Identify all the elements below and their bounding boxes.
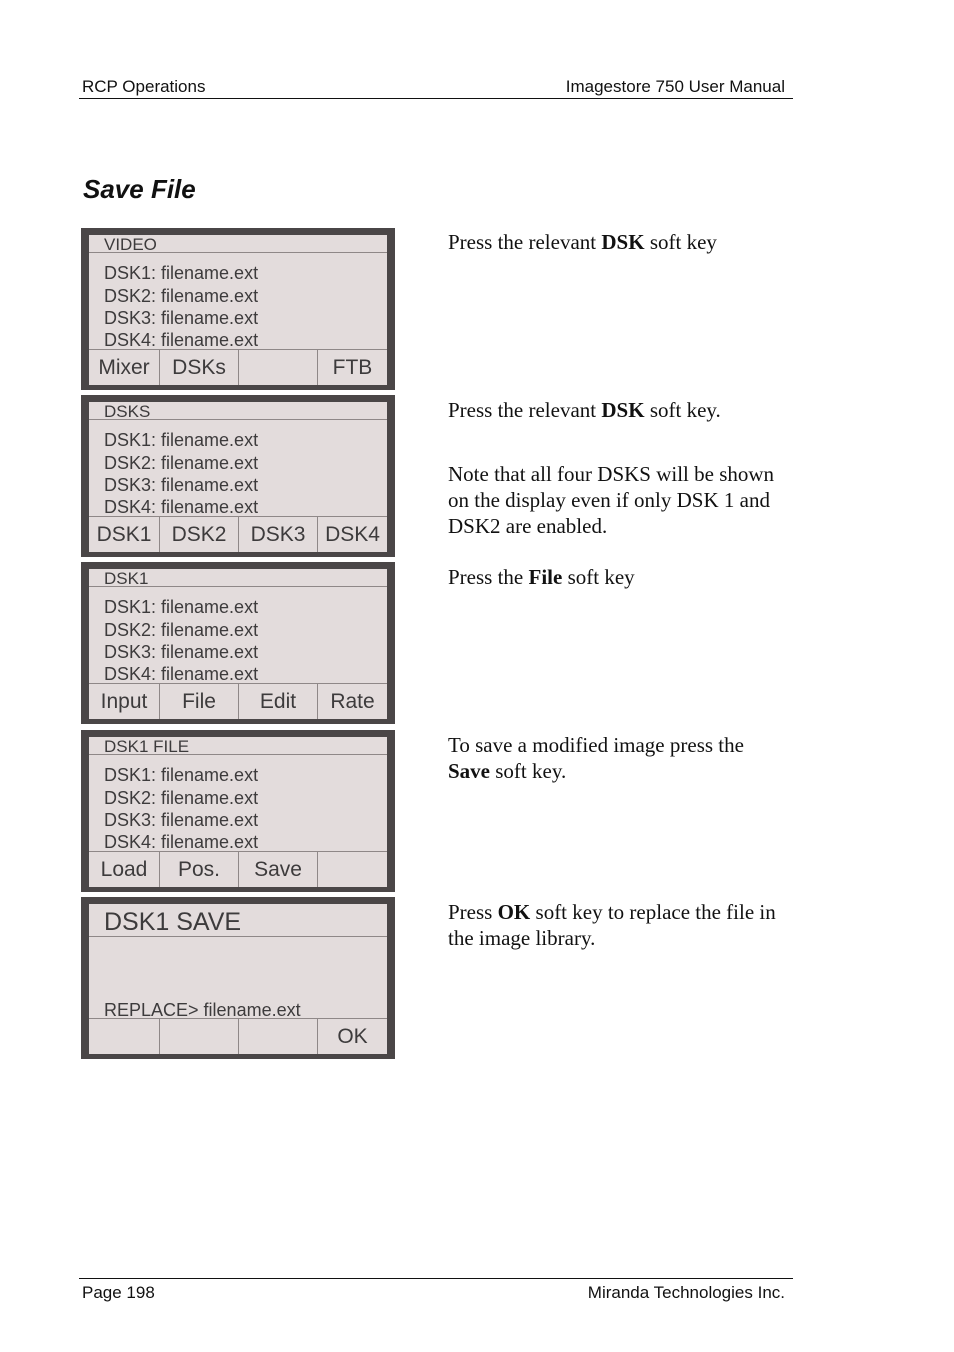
lcd-line: DSK1: filename.ext xyxy=(104,765,259,785)
lcd-line: DSK4: filename.ext xyxy=(104,664,259,684)
lcd-screen xyxy=(89,235,387,385)
lcd-title: DSKS xyxy=(89,402,387,420)
soft-key-rate[interactable]: Rate xyxy=(330,689,375,713)
page-number: Page 198 xyxy=(82,1283,155,1302)
lcd-display-dsk1-file-menu xyxy=(81,730,395,892)
lcd-title: DSK1 FILE xyxy=(89,737,387,755)
lcd-title: DSK1 SAVE xyxy=(89,904,387,937)
soft-key-dsk3[interactable]: DSK3 xyxy=(239,517,318,552)
section-title: Save File xyxy=(83,174,196,204)
step-instruction: Press the File soft key xyxy=(448,565,635,589)
soft-key-input[interactable]: Input xyxy=(89,684,160,719)
lcd-line: DSK4: filename.ext xyxy=(104,497,259,517)
soft-key-load[interactable]: Load xyxy=(89,852,160,887)
step-keyword: OK xyxy=(497,900,531,924)
step-instruction: Press the relevant DSK soft key xyxy=(448,230,717,254)
lcd-title: VIDEO xyxy=(89,235,387,253)
lcd-screen xyxy=(89,402,387,552)
soft-key-row xyxy=(89,1018,387,1054)
lcd-title: DSK1 xyxy=(89,569,387,587)
lcd-line: DSK3: filename.ext xyxy=(104,475,259,495)
lcd-display-dsks-menu xyxy=(81,395,395,557)
header-section-name: RCP Operations xyxy=(82,77,206,96)
footer-company: Miranda Technologies Inc. xyxy=(587,1283,785,1302)
lcd-line: DSK2: filename.ext xyxy=(104,788,259,808)
lcd-replace-line: REPLACE> filename.ext xyxy=(104,1000,301,1020)
lcd-display-video-menu xyxy=(81,228,395,390)
soft-key-row xyxy=(89,516,387,552)
lcd-line: DSK1: filename.ext xyxy=(104,597,259,617)
soft-key-blank[interactable] xyxy=(239,350,318,385)
header-document-title: Imagestore 750 User Manual xyxy=(565,77,785,96)
lcd-line: DSK2: filename.ext xyxy=(104,453,259,473)
step-instruction: Press OK soft key to replace the file in the image library. xyxy=(448,900,776,950)
lcd-line: DSK3: filename.ext xyxy=(104,308,259,328)
lcd-display-dsk1-menu xyxy=(81,562,395,724)
lcd-screen xyxy=(89,904,387,1054)
step-keyword: File xyxy=(528,565,563,589)
soft-key-dsk1[interactable]: DSK1 xyxy=(89,517,160,552)
step-keyword: DSK xyxy=(601,398,645,422)
soft-key-row xyxy=(89,683,387,719)
soft-key-dsks[interactable]: DSKs xyxy=(160,350,239,385)
lcd-line: DSK1: filename.ext xyxy=(104,430,259,450)
soft-key-blank[interactable] xyxy=(239,1019,318,1054)
soft-key-save[interactable]: Save xyxy=(239,852,318,887)
soft-key-dsk2[interactable]: DSK2 xyxy=(160,517,239,552)
soft-key-row xyxy=(89,851,387,887)
lcd-display-dsk1-save xyxy=(81,897,395,1059)
step-note: Note that all four DSKS will be shown on the display even if only DSK 1 and DSK2 are enabled. xyxy=(448,462,775,538)
lcd-screen xyxy=(89,569,387,719)
soft-key-dsk4[interactable]: DSK4 xyxy=(325,522,380,546)
lcd-line: DSK3: filename.ext xyxy=(104,810,259,830)
lcd-line: DSK1: filename.ext xyxy=(104,263,259,283)
lcd-line: DSK4: filename.ext xyxy=(104,330,259,350)
soft-key-ok[interactable]: OK xyxy=(337,1024,368,1048)
soft-key-blank[interactable] xyxy=(89,1019,160,1054)
soft-key-ftb[interactable]: FTB xyxy=(332,355,373,379)
step-keyword: DSK xyxy=(601,230,645,254)
soft-key-blank[interactable] xyxy=(318,852,387,887)
lcd-line: DSK3: filename.ext xyxy=(104,642,259,662)
soft-key-pos[interactable]: Pos. xyxy=(160,852,239,887)
step-keyword: Save xyxy=(448,759,490,783)
step-instruction: To save a modified image press the Save soft key. xyxy=(448,733,744,783)
lcd-line: DSK2: filename.ext xyxy=(104,620,259,640)
footer-rule xyxy=(79,1278,793,1279)
soft-key-edit[interactable]: Edit xyxy=(239,684,318,719)
lcd-screen xyxy=(89,737,387,887)
soft-key-mixer[interactable]: Mixer xyxy=(89,350,160,385)
step-instruction: Press the relevant DSK soft key. Note that all four DSKS will be shown on the display even if only DSK 1 and DSK2 are enabled. xyxy=(448,397,788,539)
soft-key-file[interactable]: File xyxy=(160,684,239,719)
soft-key-blank[interactable] xyxy=(160,1019,239,1054)
lcd-line: DSK4: filename.ext xyxy=(104,832,259,852)
header-rule xyxy=(79,98,793,99)
lcd-line: DSK2: filename.ext xyxy=(104,286,259,306)
soft-key-row xyxy=(89,349,387,385)
